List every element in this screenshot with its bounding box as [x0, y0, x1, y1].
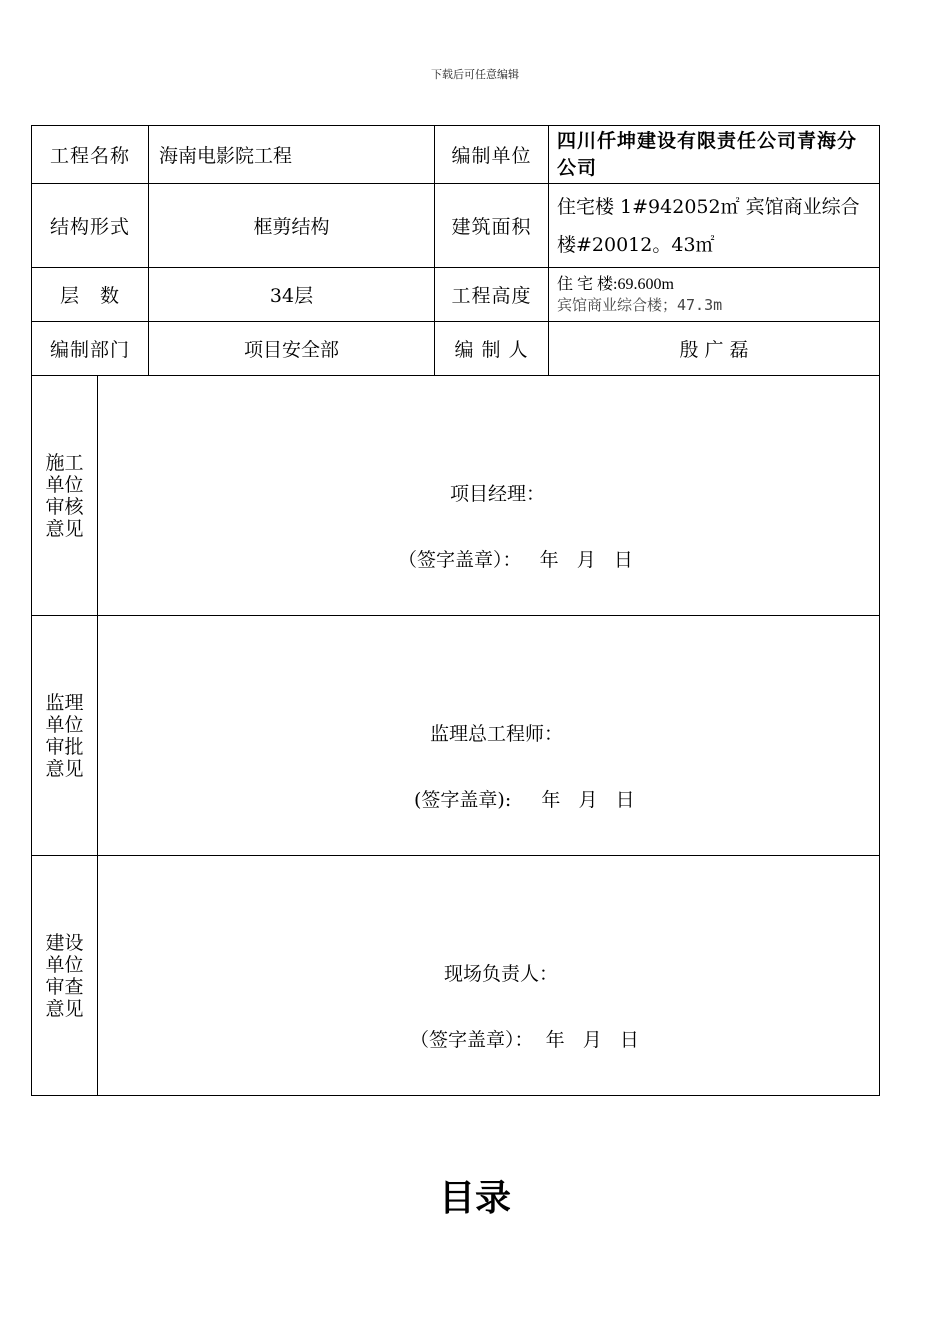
- label-line: 审批: [45, 735, 84, 758]
- supervision-sign-block: [414, 679, 635, 855]
- row-floors: [32, 268, 880, 322]
- chief-engineer-label: 监理总工程师：: [430, 723, 564, 745]
- label-line: 审查: [45, 975, 84, 998]
- department-label: 编制部门: [32, 322, 149, 376]
- row-project-name: [32, 126, 880, 184]
- toc-title: 目录: [438, 1178, 511, 1219]
- row-department: [32, 322, 880, 376]
- author-label: 编 制 人: [435, 322, 549, 376]
- label-line: 单位: [45, 953, 84, 976]
- signature-date-line: （签字盖章）： 年 月 日: [410, 1029, 639, 1051]
- site-leader-label: 现场负责人：: [444, 963, 559, 985]
- height-line-hotel: 宾馆商业综合楼；47.3m: [557, 295, 723, 314]
- height-label: 工程高度: [435, 268, 549, 322]
- label-line: 单位: [45, 473, 84, 496]
- owner-sign-block: [410, 919, 639, 1095]
- author-value: 殷 广 磊: [549, 322, 880, 376]
- label-line: 意见: [45, 517, 84, 540]
- owner-review-label: [32, 856, 98, 1096]
- label-line: 施工: [45, 451, 84, 474]
- height-value: [549, 268, 880, 322]
- project-name-label: 工程名称: [32, 126, 149, 184]
- department-value: 项目安全部: [149, 322, 435, 376]
- height-line-residential: 住 宅 楼:69.600m: [557, 275, 674, 293]
- review-row-supervision: [32, 616, 880, 856]
- label-line: 建设: [45, 931, 84, 954]
- supervision-review-area: [98, 616, 880, 856]
- label-line: 意见: [45, 757, 84, 780]
- area-label: 建筑面积: [435, 184, 549, 268]
- owner-review-area: [98, 856, 880, 1096]
- label-line: 单位: [45, 713, 84, 736]
- label-line: 意见: [45, 997, 84, 1020]
- structure-label: 结构形式: [32, 184, 149, 268]
- construction-sign-block: [398, 439, 633, 615]
- construction-review-label: [32, 376, 98, 616]
- review-row-owner: [32, 856, 880, 1096]
- supervision-review-label: [32, 616, 98, 856]
- label-line: 监理: [45, 691, 84, 714]
- label-line: 审核: [45, 495, 84, 518]
- header-note: 下载后可任意编辑: [431, 68, 519, 81]
- floors-value: 34层: [149, 268, 435, 322]
- project-manager-label: 项目经理：: [450, 483, 546, 505]
- floors-label: 层 数: [32, 268, 149, 322]
- review-table: [31, 375, 880, 1096]
- compiler-unit-value: 四川仟坤建设有限责任公司青海分公司: [549, 126, 880, 184]
- signature-date-line: （签字盖章）： 年 月 日: [398, 549, 633, 571]
- area-value: 住宅楼 1#942052㎡ 宾馆商业综合楼#20012。43㎡: [549, 184, 880, 268]
- project-name-value: 海南电影院工程: [149, 126, 435, 184]
- project-info-table: [31, 125, 880, 376]
- structure-value: 框剪结构: [149, 184, 435, 268]
- signature-date-line: (签字盖章): 年 月 日: [414, 789, 635, 811]
- compiler-unit-label: 编制单位: [435, 126, 549, 184]
- construction-review-area: [98, 376, 880, 616]
- review-row-construction: [32, 376, 880, 616]
- row-structure: [32, 184, 880, 268]
